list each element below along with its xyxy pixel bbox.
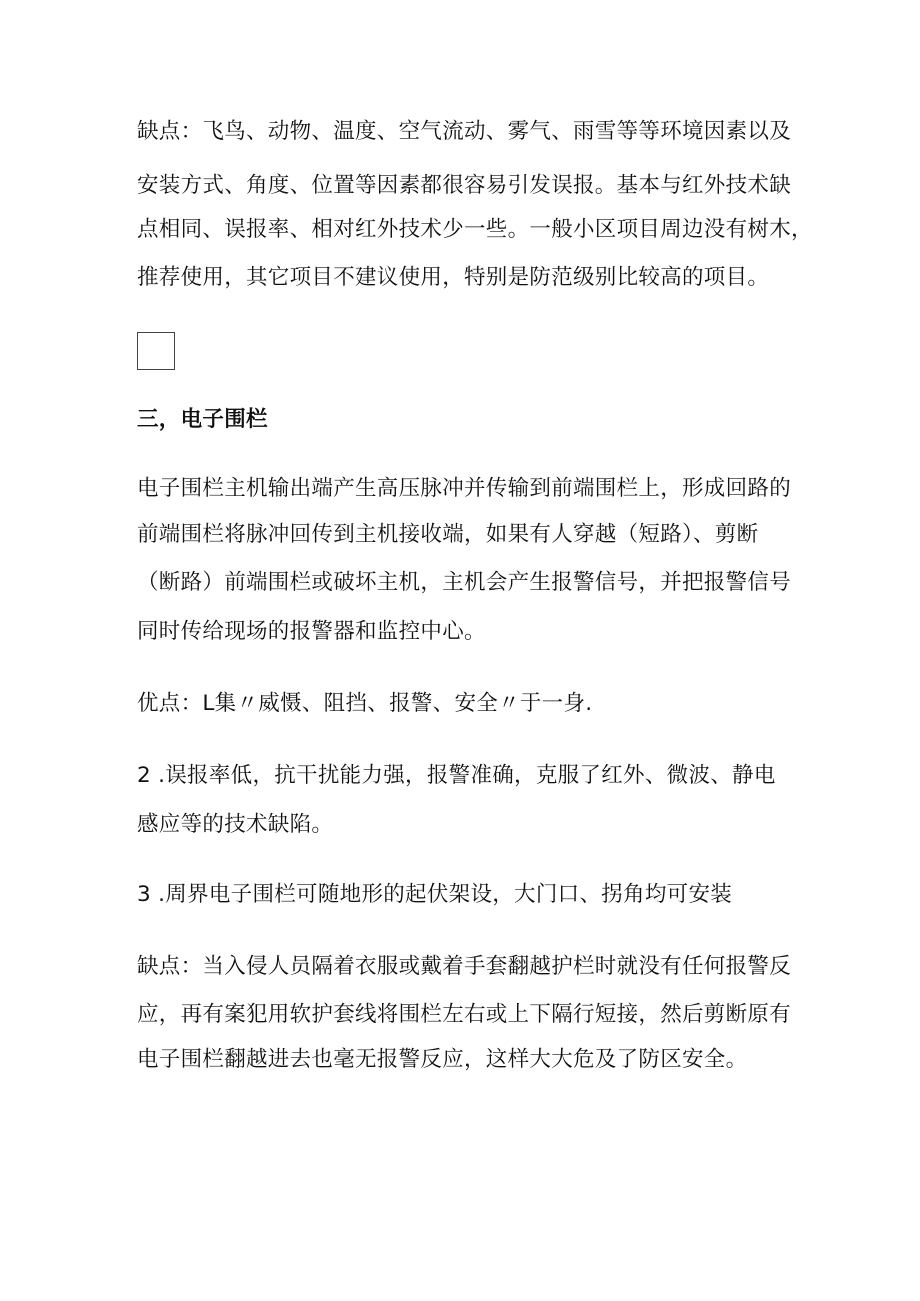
paragraph-line: 点相同、误报率、相对红外技术少一些。一般小区项目周边没有树木， bbox=[137, 217, 813, 242]
list-item: 3 .周界电子围栏可随地形的起伏架设，大门口、拐角均可安装 bbox=[137, 882, 733, 907]
image-placeholder-icon bbox=[137, 332, 175, 370]
paragraph-line: 推荐使用，其它项目不建议使用，特别是防范级别比较高的项目。 bbox=[137, 265, 770, 290]
paragraph-line: 缺点：当入侵人员隔着衣服或戴着手套翻越护栏时就没有任何报警反 bbox=[137, 954, 792, 979]
paragraph-line: 前端围栏将脉冲回传到主机接收端，如果有人穿越（短路）、剪断 bbox=[137, 522, 759, 547]
section-heading: 三，电子围栏 bbox=[137, 407, 268, 432]
paragraph-line: 电子围栏翻越进去也毫无报警反应，这样大大危及了防区安全。 bbox=[137, 1047, 748, 1072]
list-item-continuation: 感应等的技术缺陷。 bbox=[137, 812, 334, 837]
paragraph-line: （断路）前端围栏或破坏主机，主机会产生报警信号，并把报警信号 bbox=[137, 570, 792, 595]
paragraph-line: 缺点：飞鸟、动物、温度、空气流动、雾气、雨雪等等环境因素以及 bbox=[137, 119, 792, 144]
paragraph-line: 安装方式、角度、位置等因素都很容易引发误报。基本与红外技术缺 bbox=[137, 173, 792, 198]
advantages-line: 优点：L集〃威慑、阻挡、报警、安全〃于一身. bbox=[137, 691, 593, 716]
list-item: 2 .误报率低，抗干扰能力强，报警准确，克服了红外、微波、静电 bbox=[137, 763, 776, 788]
paragraph-line: 同时传给现场的报警器和监控中心。 bbox=[137, 619, 486, 644]
paragraph-line: 应，再有案犯用软护套线将围栏左右或上下隔行短接，然后剪断原有 bbox=[137, 1002, 792, 1027]
paragraph-line: 电子围栏主机输出端产生高压脉冲并传输到前端围栏上，形成回路的 bbox=[137, 476, 792, 501]
